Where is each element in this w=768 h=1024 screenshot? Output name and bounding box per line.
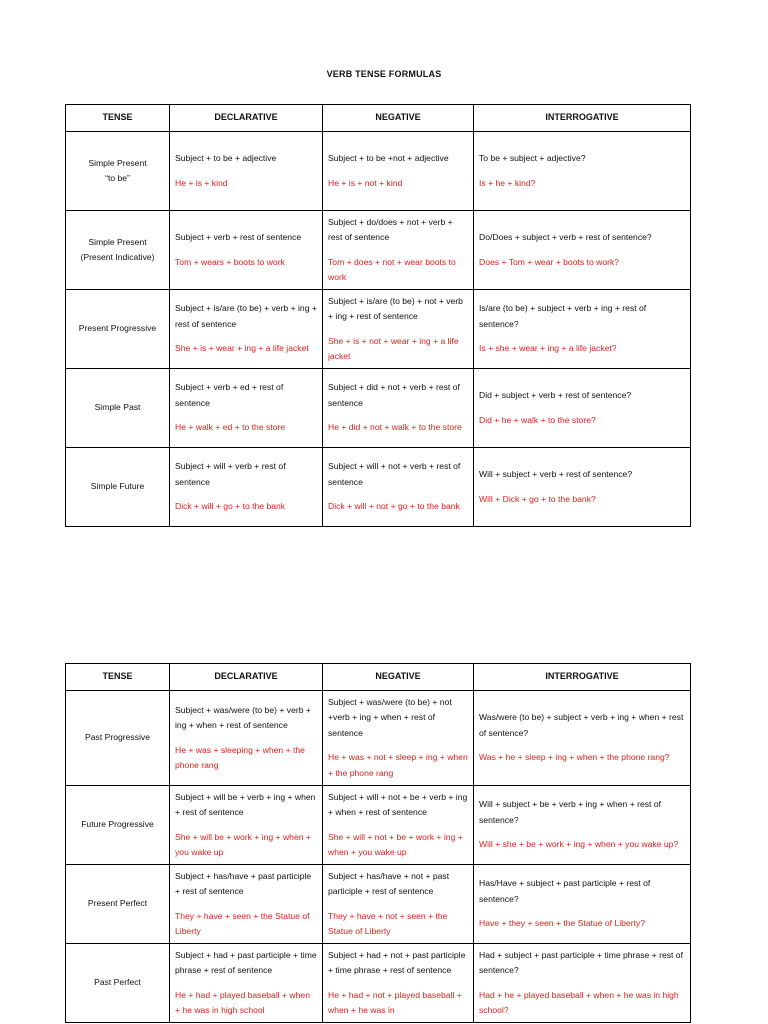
negative-cell: [323, 691, 474, 786]
declarative-example: She + is + wear + ing + a life jacket: [175, 343, 309, 354]
declarative-cell: [170, 132, 323, 211]
header-negative: NEGATIVE: [323, 664, 474, 691]
header-tense: TENSE: [66, 664, 170, 691]
header-negative: NEGATIVE: [323, 105, 474, 132]
negative-cell: [323, 132, 474, 211]
negative-cell: [323, 448, 474, 527]
negative-example: He + had + not + played baseball + when + he was in: [328, 989, 462, 1015]
tense-name: Future Progressive: [66, 786, 170, 865]
negative-cell: [323, 211, 474, 290]
negative-example: He + did + not + walk + to the store: [328, 422, 462, 433]
table-row: [66, 132, 691, 211]
negative-formula: Subject + do/does + not + verb + rest of sentence: [328, 216, 453, 242]
negative-example: She + is + not + wear + ing + a life jacket: [328, 335, 459, 361]
declarative-cell: [170, 691, 323, 786]
negative-formula: Subject + will + not + be + verb + ing + when + rest of sentence: [328, 791, 468, 817]
verb-tense-table-2: [65, 663, 691, 1023]
header-declarative: DECLARATIVE: [170, 105, 323, 132]
negative-cell: [323, 944, 474, 1023]
table-row: [66, 211, 691, 290]
negative-cell: [323, 290, 474, 369]
interrogative-formula: To be + subject + adjective?: [479, 153, 586, 163]
header-row: [66, 664, 691, 691]
table-row: [66, 865, 691, 944]
declarative-cell: [170, 290, 323, 369]
interrogative-example: Have + they + seen + the Statue of Liberty?: [479, 918, 646, 929]
interrogative-example: Had + he + played baseball + when + he was in high school?: [479, 989, 679, 1015]
declarative-cell: [170, 786, 323, 865]
negative-example: Tom + does + not + wear boots to work: [328, 256, 456, 282]
declarative-example: He + is + kind: [175, 177, 228, 188]
interrogative-cell: [474, 132, 691, 211]
declarative-example: He + was + sleeping + when + the phone rang: [175, 744, 305, 770]
declarative-formula: Subject + verb + ed + rest of sentence: [175, 382, 284, 408]
interrogative-cell: [474, 691, 691, 786]
negative-formula: Subject + was/were (to be) + not +verb + ing + when + rest of sentence: [328, 696, 452, 738]
negative-formula: Subject + had + not + past participle + time phrase + rest of sentence: [328, 949, 466, 975]
interrogative-cell: [474, 290, 691, 369]
interrogative-formula: Is/are (to be) + subject + verb + ing + rest of sentence?: [479, 303, 647, 329]
interrogative-example: Was + he + sleep + ing + when + the phone rang?: [479, 752, 670, 763]
interrogative-formula: Will + subject + be + verb + ing + when + rest of sentence?: [479, 799, 662, 825]
declarative-example: Tom + wears + boots to work: [175, 256, 285, 267]
declarative-example: He + walk + ed + to the store: [175, 422, 286, 433]
negative-example: He + was + not + sleep + ing + when + the phone rang: [328, 752, 468, 778]
interrogative-cell: [474, 211, 691, 290]
tense-name: Simple Present “to be”: [66, 132, 170, 211]
declarative-formula: Subject + to be + adjective: [175, 153, 277, 163]
declarative-cell: [170, 865, 323, 944]
interrogative-example: Does + Tom + wear + boots to work?: [479, 256, 620, 267]
declarative-cell: [170, 369, 323, 448]
document-title: VERB TENSE FORMULAS: [326, 69, 442, 79]
declarative-formula: Subject + had + past participle + time phrase + rest of sentence: [175, 949, 317, 975]
header-interrogative: INTERROGATIVE: [474, 664, 691, 691]
declarative-example: He + had + played baseball + when + he was in high school: [175, 989, 310, 1015]
negative-cell: [323, 369, 474, 448]
negative-formula: Subject + is/are (to be) + not + verb + ing + rest of sentence: [328, 295, 463, 321]
tense-name: Present Perfect: [66, 865, 170, 944]
interrogative-cell: [474, 865, 691, 944]
tense-name: Present Progressive: [66, 290, 170, 369]
interrogative-cell: [474, 448, 691, 527]
table-row: [66, 369, 691, 448]
interrogative-example: Will + she + be + work + ing + when + you wake up?: [479, 839, 679, 850]
negative-example: Dick + will + not + go + to the bank: [328, 501, 460, 512]
interrogative-formula: Has/Have + subject + past participle + rest of sentence?: [479, 878, 651, 904]
declarative-example: She + will be + work + ing + when + you wake up: [175, 831, 311, 857]
table-row: [66, 448, 691, 527]
table-row: [66, 290, 691, 369]
header-row: [66, 105, 691, 132]
tense-name: Simple Future: [66, 448, 170, 527]
negative-cell: [323, 865, 474, 944]
tense-name: Simple Past: [66, 369, 170, 448]
declarative-example: They + have + seen + the Statue of Liberty: [175, 910, 310, 936]
negative-formula: Subject + has/have + not + past participle + rest of sentence: [328, 870, 450, 896]
verb-tense-table-1: [65, 104, 691, 527]
negative-formula: Subject + to be +not + adjective: [328, 153, 449, 163]
negative-cell: [323, 786, 474, 865]
interrogative-cell: [474, 944, 691, 1023]
declarative-formula: Subject + verb + rest of sentence: [175, 232, 302, 242]
table-row: [66, 944, 691, 1023]
interrogative-example: Is + she + wear + ing + a life jacket?: [479, 343, 617, 354]
negative-formula: Subject + did + not + verb + rest of sentence: [328, 382, 460, 408]
tense-name: Past Perfect: [66, 944, 170, 1023]
negative-example: They + have + not + seen + the Statue of Liberty: [328, 910, 448, 936]
negative-example: He + is + not + kind: [328, 177, 403, 188]
interrogative-example: Did + he + walk + to the store?: [479, 414, 596, 425]
table-row: [66, 786, 691, 865]
declarative-cell: [170, 448, 323, 527]
declarative-formula: Subject + will + verb + rest of sentence: [175, 461, 286, 487]
table-row: [66, 691, 691, 786]
tense-name: Past Progressive: [66, 691, 170, 786]
interrogative-formula: Do/Does + subject + verb + rest of sentence?: [479, 232, 652, 242]
tense-name: Simple Present (Present Indicative): [66, 211, 170, 290]
declarative-formula: Subject + has/have + past participle + rest of sentence: [175, 870, 312, 896]
header-tense: TENSE: [66, 105, 170, 132]
interrogative-cell: [474, 786, 691, 865]
interrogative-formula: Had + subject + past participle + time phrase + rest of sentence?: [479, 949, 683, 975]
header-declarative: DECLARATIVE: [170, 664, 323, 691]
interrogative-example: Is + he + kind?: [479, 177, 536, 188]
declarative-cell: [170, 211, 323, 290]
header-interrogative: INTERROGATIVE: [474, 105, 691, 132]
interrogative-cell: [474, 369, 691, 448]
interrogative-formula: Did + subject + verb + rest of sentence?: [479, 390, 632, 400]
declarative-formula: Subject + is/are (to be) + verb + ing + rest of sentence: [175, 303, 317, 329]
declarative-formula: Subject + will be + verb + ing + when + rest of sentence: [175, 791, 316, 817]
declarative-example: Dick + will + go + to the bank: [175, 501, 286, 512]
interrogative-example: Will + Dick + go + to the bank?: [479, 493, 596, 504]
declarative-cell: [170, 944, 323, 1023]
negative-formula: Subject + will + not + verb + rest of sentence: [328, 461, 461, 487]
interrogative-formula: Was/were (to be) + subject + verb + ing + when + rest of sentence?: [479, 712, 684, 738]
interrogative-formula: Will + subject + verb + rest of sentence?: [479, 469, 633, 479]
negative-example: She + will + not + be + work + ing + when + you wake up: [328, 831, 463, 857]
declarative-formula: Subject + was/were (to be) + verb + ing + when + rest of sentence: [175, 704, 311, 730]
